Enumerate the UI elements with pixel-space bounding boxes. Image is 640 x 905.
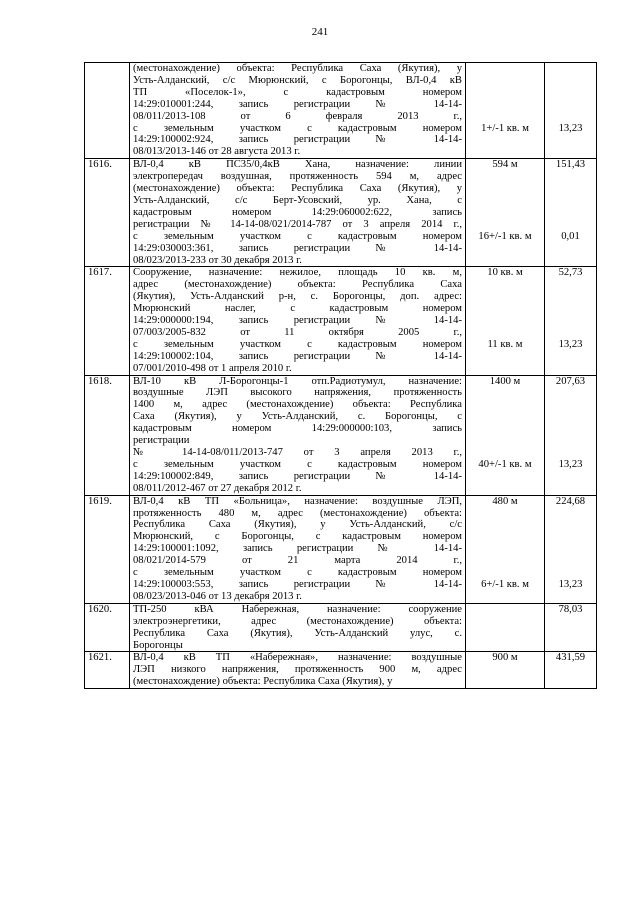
amount-value: 52,73 (558, 267, 583, 279)
description-line: ВЛ-0,4 кВ ТП «Больница», назначение: воздушные ЛЭП, (133, 495, 462, 507)
description-line: 08/013/2013-146 от 28 августа 2013 г. (133, 146, 301, 158)
description-line: 14:29:100002:849, запись регистрации № 14-14- (133, 470, 462, 482)
page-number: 241 (311, 26, 329, 38)
description-line: (местонахождение) объекта: Республика Саха (Якутия), у (133, 183, 462, 195)
description-line: Саха (Якутия), у Усть-Алданский, с. Борогонцы, с (133, 411, 462, 423)
description-line: 08/023/2013-233 от 30 декабря 2013 г. (133, 254, 302, 266)
quantity-cell (466, 375, 545, 495)
description-line: 14:29:010001:244, запись регистрации № 14-14- (133, 98, 462, 110)
description-line: ЛЭП низкого напряжения, протяженность 900 м, адрес (133, 664, 462, 676)
quantity-cell (466, 159, 545, 267)
description-line: 07/001/2010-498 от 1 апреля 2010 г. (133, 362, 292, 374)
description-line: Республика Саха (Якутия), Усть-Алданский улус, с. (133, 627, 462, 639)
quantity-value: 1400 м (489, 375, 521, 387)
property-description (130, 603, 466, 652)
description-line: 14:29:100002:104, запись регистрации № 14-14- (133, 350, 462, 362)
quantity-cell (466, 603, 545, 652)
description-line: кадастровым номером 14:29:060002:622, запись (133, 206, 462, 218)
description-line: 07/003/2005-832 от 11 октября 2005 г., (133, 326, 462, 338)
description-line: (местонахождение) объекта: Республика Саха (Якутия), у (133, 676, 393, 688)
description-line: регистрации (133, 435, 190, 447)
property-description (130, 375, 466, 495)
description-line: ВЛ-0,4 кВ ТП «Набережная», назначение: воздушные (133, 652, 462, 664)
quantity-value: 1+/-1 кв. м (481, 122, 529, 134)
description-line: Усть-Алданский, с/с Берт-Усовский, ур. Хана, с (133, 194, 462, 206)
row-number: 1616. (85, 159, 130, 267)
quantity-value: 594 м (492, 159, 518, 171)
description-line: электропередач воздушная, протяженность 594 м, адрес (133, 171, 462, 183)
amount-value: 0,01 (561, 230, 580, 242)
table-row (85, 159, 597, 267)
property-register-table (84, 62, 597, 689)
description-line: 14:29:100001:1092, запись регистрации № 14-14- (133, 543, 462, 555)
table-row (85, 375, 597, 495)
description-line: ВЛ-0,4 кВ ПС35/0,4кВ Хана, назначение: линии (133, 159, 462, 171)
value-cell (545, 267, 597, 375)
description-line: Сооружение, назначение: нежилое, площадь 10 кв. м, (133, 267, 462, 279)
amount-value: 207,63 (555, 375, 586, 387)
amount-value: 13,23 (558, 578, 583, 590)
quantity-value: 6+/-1 кв. м (481, 578, 529, 590)
description-line: ТП-250 кВА Набережная, назначение: сооружение (133, 603, 462, 615)
description-line: Республика Саха (Якутия), у Усть-Алданский, с/с (133, 519, 462, 531)
row-number: 1617. (85, 267, 130, 375)
quantity-value: 480 м (492, 495, 518, 507)
property-description (130, 652, 466, 689)
amount-value: 13,23 (558, 338, 583, 350)
value-cell (545, 652, 597, 689)
amount-value: 13,23 (558, 122, 583, 134)
row-number: 1621. (85, 652, 130, 689)
description-line: 14:29:000000:194, запись регистрации № 14-14- (133, 315, 462, 327)
description-line: (местонахождение) объекта: Республика Саха (Якутия), у (133, 63, 462, 74)
quantity-value: 900 м (492, 652, 518, 664)
property-description (130, 63, 466, 159)
description-line: с земельным участком с кадастровым номером (133, 122, 462, 134)
description-line: протяженность 480 м, адрес (местонахождение) объекта: (133, 507, 462, 519)
value-cell (545, 63, 597, 159)
row-number: 1618. (85, 375, 130, 495)
description-line: 08/011/2013-108 от 6 февраля 2013 г., (133, 110, 462, 122)
quantity-cell (466, 652, 545, 689)
description-line: с земельным участком с кадастровым номером (133, 458, 462, 470)
description-line: с земельным участком с кадастровым номером (133, 338, 462, 350)
description-line: 14:29:100002:924, запись регистрации № 14-14- (133, 134, 462, 146)
description-line: Мюрюнский, с Борогонцы, с кадастровым номером (133, 531, 462, 543)
amount-value: 151,43 (555, 159, 586, 171)
quantity-value: 11 кв. м (487, 338, 523, 350)
description-line: 1400 м, адрес (местонахождение) объекта: Республика (133, 399, 462, 411)
quantity-cell (466, 63, 545, 159)
description-line: 08/021/2014-579 от 21 марта 2014 г., (133, 555, 462, 567)
amount-value: 431,59 (555, 652, 586, 664)
table-row (85, 652, 597, 689)
description-line: 08/023/2013-046 от 13 декабря 2013 г. (133, 590, 302, 602)
description-line: кадастровым номером 14:29:000000:103, запись (133, 423, 462, 435)
amount-value: 78,03 (558, 603, 583, 615)
row-number: 1620. (85, 603, 130, 652)
table-row (85, 63, 597, 159)
description-line: ТП «Поселок-1», с кадастровым номером (133, 86, 462, 98)
value-cell (545, 159, 597, 267)
description-line: 08/011/2012-467 от 27 декабря 2012 г. (133, 482, 302, 494)
table-row (85, 495, 597, 603)
quantity-cell (466, 267, 545, 375)
table-body (85, 63, 597, 689)
description-line: адрес (местонахождение) объекта: Республика Саха (133, 279, 462, 291)
property-description (130, 159, 466, 267)
amount-value: 13,23 (558, 458, 583, 470)
amount-value: 224,68 (555, 495, 586, 507)
description-line: Усть-Алданский, с/с Мюрюнский, с Борогонцы, ВЛ-0,4 кВ (133, 74, 462, 86)
quantity-cell (466, 495, 545, 603)
description-line: 14:29:030003:361, запись регистрации № 14-14- (133, 242, 462, 254)
value-cell (545, 375, 597, 495)
row-number: 1619. (85, 495, 130, 603)
description-line: с земельным участком с кадастровым номером (133, 567, 462, 579)
property-description (130, 495, 466, 603)
description-line: Борогонцы (133, 639, 183, 651)
description-line: электроэнергетики, адрес (местонахождение) объекта: (133, 615, 462, 627)
table-row (85, 603, 597, 652)
description-line: воздушные ЛЭП высокого напряжения, протяженность (133, 387, 462, 399)
quantity-value: 16+/-1 кв. м (478, 230, 532, 242)
property-description (130, 267, 466, 375)
quantity-value: 40+/-1 кв. м (478, 458, 532, 470)
quantity-value: 10 кв. м (487, 267, 523, 279)
description-line: регистрации № 14-14-08/021/2014-787 от 3 апреля 2014 г., (133, 218, 462, 230)
description-line: (Якутия), Усть-Алданский р-н, с. Борогонцы, доп. адрес: (133, 291, 462, 303)
description-line: с земельным участком с кадастровым номером (133, 230, 462, 242)
description-line: ВЛ-10 кВ Л-Борогонцы-1 отп.Радиотумул, назначение: (133, 375, 462, 387)
description-line: Мюрюнский наслег, с кадастровым номером (133, 303, 462, 315)
value-cell (545, 603, 597, 652)
value-cell (545, 495, 597, 603)
description-line: 14:29:100003:553, запись регистрации № 14-14- (133, 578, 462, 590)
table-row (85, 267, 597, 375)
description-line: № 14-14-08/011/2013-747 от 3 апреля 2013 г., (133, 447, 462, 458)
row-number (85, 63, 130, 159)
